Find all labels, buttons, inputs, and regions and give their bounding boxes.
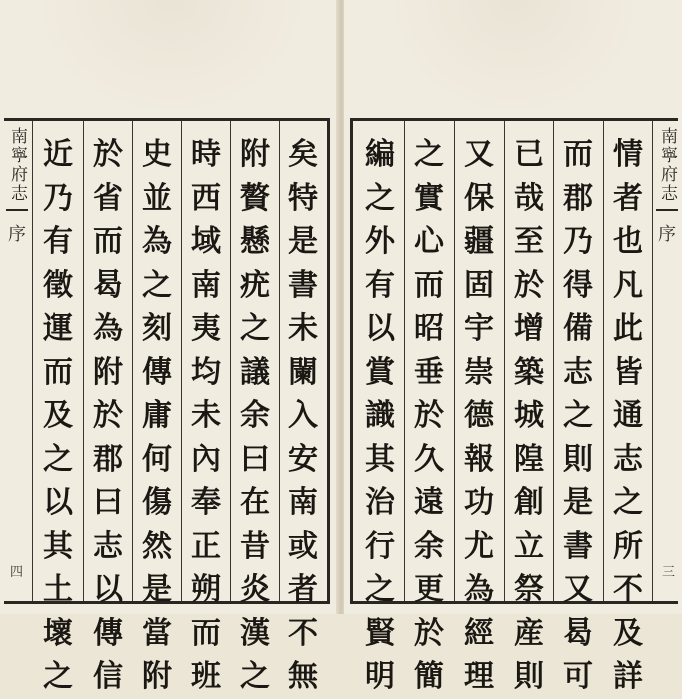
column-rule bbox=[83, 121, 84, 601]
heart-rule bbox=[652, 121, 653, 601]
fishtail-mark bbox=[656, 209, 678, 221]
column-text: 矣 特 是 書 未 闌 入 安 南 或 者 不 無 bbox=[288, 137, 318, 694]
page-number: 四 bbox=[10, 565, 24, 580]
margin-title-text: 南寧府志 bbox=[7, 127, 27, 203]
left-margin-strip bbox=[4, 121, 30, 601]
column-text: 而 郡 乃 得 備 志 之 則 是 書 又 曷 可 bbox=[563, 137, 593, 694]
paper-stain bbox=[384, 0, 644, 120]
column-text: 時 西 域 南 夷 均 未 內 奉 正 朔 而 班 bbox=[191, 137, 221, 694]
column-rule bbox=[279, 121, 280, 601]
left-text-frame bbox=[4, 118, 330, 694]
margin-section: 序 bbox=[658, 224, 676, 245]
margin-title-text: 南寧府志 bbox=[657, 127, 677, 203]
column-rule bbox=[553, 121, 554, 601]
fishtail-mark bbox=[6, 209, 28, 221]
right-text-frame bbox=[350, 118, 678, 694]
column-text: 已 哉 至 於 增 築 城 隍 創 立 祭 産 則 bbox=[514, 137, 544, 694]
paper-stain bbox=[30, 0, 310, 120]
heart-rule bbox=[32, 121, 33, 601]
column-text: 於 省 而 曷 為 附 於 郡 曰 志 以 傳 信 bbox=[93, 137, 123, 694]
column-text: 史 並 為 之 刻 傳 庸 何 傷 然 是 當 附 bbox=[142, 137, 172, 694]
column-rule bbox=[230, 121, 231, 601]
column-text: 又 保 疆 固 宇 崇 德 報 功 尤 為 經 理 bbox=[464, 137, 494, 694]
left-page bbox=[0, 0, 340, 694]
column-text: 之 實 心 而 昭 垂 於 久 遠 余 更 於 簡 bbox=[414, 137, 444, 694]
column-text: 近 乃 有 徵 運 而 及 之 以 其 土 壞 之 bbox=[43, 137, 73, 694]
column-rule bbox=[181, 121, 182, 601]
column-text: 附 贅 懸 疣 之 議 余 曰 在 昔 炎 漢 之 bbox=[240, 137, 270, 694]
margin-title bbox=[654, 127, 680, 247]
margin-section: 序 bbox=[8, 224, 26, 245]
page-number: 三 bbox=[662, 565, 676, 580]
margin-title bbox=[4, 127, 30, 247]
column-rule bbox=[603, 121, 604, 601]
column-text: 編 之 外 有 以 賞 識 其 治 行 之 賢 明 bbox=[365, 137, 395, 694]
column-text: 情 者 也 凡 此 皆 通 志 之 所 不 及 詳 bbox=[613, 137, 643, 694]
column-rule bbox=[454, 121, 455, 601]
column-rule bbox=[404, 121, 405, 601]
column-rule bbox=[504, 121, 505, 601]
right-margin-strip bbox=[654, 121, 680, 601]
column-rule bbox=[132, 121, 133, 601]
